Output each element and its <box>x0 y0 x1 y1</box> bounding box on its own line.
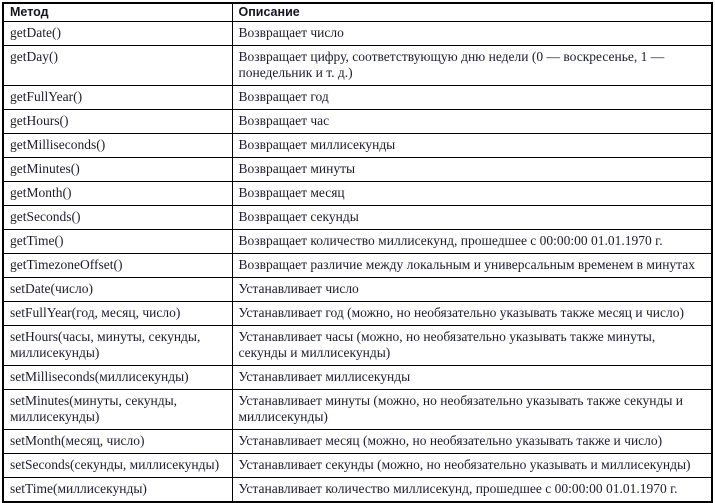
date-methods-table <box>2 2 713 503</box>
method-cell: setDate(число) <box>3 278 232 302</box>
method-cell: setSeconds(секунды, миллисекунды) <box>3 454 232 478</box>
description-cell: Возвращает количество миллисекунд, прошедшее с 00:00:00 01.01.1970 г. <box>232 230 712 254</box>
method-cell: setMilliseconds(миллисекунды) <box>3 366 232 390</box>
description-cell: Возвращает час <box>232 110 712 134</box>
method-cell: getMonth() <box>3 182 232 206</box>
table-row <box>3 182 712 206</box>
method-cell: setTime(миллисекунды) <box>3 478 232 503</box>
table-row <box>3 326 712 366</box>
table-row <box>3 478 712 503</box>
description-cell: Устанавливает количество миллисекунд, прошедшее с 00:00:00 01.01.1970 г. <box>232 478 712 503</box>
method-cell: getMinutes() <box>3 158 232 182</box>
table-row <box>3 302 712 326</box>
table-row <box>3 22 712 46</box>
description-cell: Устанавливает минуты (можно, но необязательно указывать также секунды и миллисекунды) <box>232 390 712 430</box>
table-row <box>3 366 712 390</box>
description-cell: Возвращает число <box>232 22 712 46</box>
method-cell: getSeconds() <box>3 206 232 230</box>
method-cell: getTime() <box>3 230 232 254</box>
description-cell: Возвращает секунды <box>232 206 712 230</box>
description-cell: Возвращает миллисекунды <box>232 134 712 158</box>
description-cell: Устанавливает миллисекунды <box>232 366 712 390</box>
method-cell: getDay() <box>3 46 232 86</box>
description-cell: Возвращает месяц <box>232 182 712 206</box>
description-cell: Устанавливает месяц (можно, но необязательно указывать также и число) <box>232 430 712 454</box>
column-header-description: Описание <box>232 3 712 22</box>
method-cell: setHours(часы, минуты, секунды, миллисекунды) <box>3 326 232 366</box>
method-cell: getHours() <box>3 110 232 134</box>
description-cell: Возвращает минуты <box>232 158 712 182</box>
description-cell: Устанавливает часы (можно, но необязательно указывать также минуты, секунды и миллисекунды) <box>232 326 712 366</box>
table-row <box>3 390 712 430</box>
method-cell: setMonth(месяц, число) <box>3 430 232 454</box>
table-row <box>3 134 712 158</box>
description-cell: Возвращает различие между локальным и универсальным временем в минутах <box>232 254 712 278</box>
method-cell: setMinutes(минуты, секунды, миллисекунды) <box>3 390 232 430</box>
table-row <box>3 254 712 278</box>
method-cell: getMilliseconds() <box>3 134 232 158</box>
table-row <box>3 46 712 86</box>
description-cell: Возвращает цифру, соответствующую дню недели (0 — воскресенье, 1 — понедельник и т. д.) <box>232 46 712 86</box>
table-row <box>3 278 712 302</box>
description-cell: Устанавливает число <box>232 278 712 302</box>
method-cell: getTimezoneOffset() <box>3 254 232 278</box>
column-header-method: Метод <box>3 3 232 22</box>
description-cell: Устанавливает год (можно, но необязательно указывать также месяц и число) <box>232 302 712 326</box>
table-row <box>3 230 712 254</box>
table-row <box>3 158 712 182</box>
header-row <box>3 3 712 22</box>
table-row <box>3 110 712 134</box>
table-row <box>3 206 712 230</box>
table-row <box>3 430 712 454</box>
table-row <box>3 454 712 478</box>
method-cell: getFullYear() <box>3 86 232 110</box>
method-cell: getDate() <box>3 22 232 46</box>
table-row <box>3 86 712 110</box>
description-cell: Устанавливает секунды (можно, но необязательно указывать и миллисекунды) <box>232 454 712 478</box>
description-cell: Возвращает год <box>232 86 712 110</box>
method-cell: setFullYear(год, месяц, число) <box>3 302 232 326</box>
